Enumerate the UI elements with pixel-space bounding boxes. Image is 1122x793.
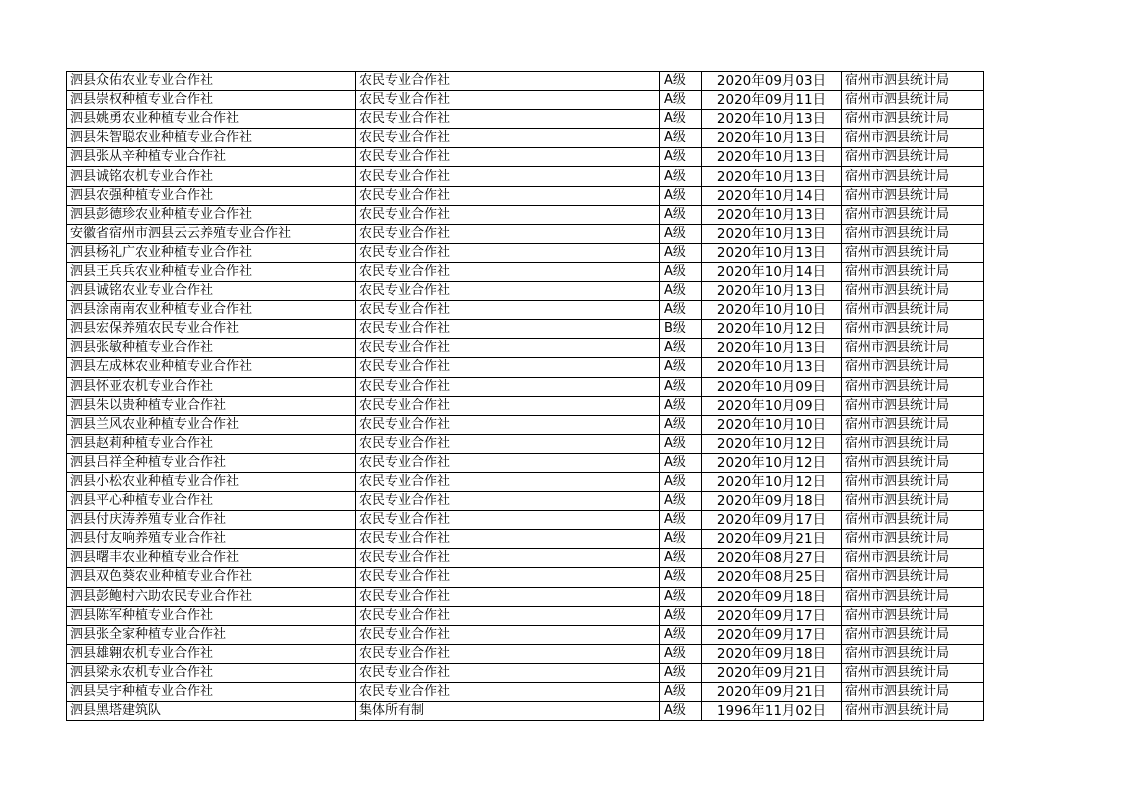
cell-rating-agency: 宿州市泗县统计局 xyxy=(842,243,984,262)
cell-company-name: 泗县姚勇农业种植专业合作社 xyxy=(67,110,356,129)
cell-credit-grade: A级 xyxy=(660,568,702,587)
cell-entity-type: 农民专业合作社 xyxy=(356,320,660,339)
cell-rating-agency: 宿州市泗县统计局 xyxy=(842,262,984,281)
credit-rating-table xyxy=(66,71,984,721)
cell-company-name: 泗县崇权种植专业合作社 xyxy=(67,91,356,110)
cell-credit-grade: A级 xyxy=(660,129,702,148)
cell-rating-date: 2020年10月13日 xyxy=(702,282,842,301)
cell-rating-date: 2020年10月12日 xyxy=(702,453,842,472)
cell-rating-agency: 宿州市泗县统计局 xyxy=(842,167,984,186)
cell-company-name: 泗县张敏种植专业合作社 xyxy=(67,339,356,358)
cell-rating-date: 2020年10月14日 xyxy=(702,186,842,205)
cell-rating-date: 2020年10月12日 xyxy=(702,472,842,491)
cell-rating-agency: 宿州市泗县统计局 xyxy=(842,282,984,301)
cell-credit-grade: A级 xyxy=(660,472,702,491)
cell-company-name: 泗县农强种植专业合作社 xyxy=(67,186,356,205)
cell-company-name: 泗县小松农业种植专业合作社 xyxy=(67,472,356,491)
cell-rating-agency: 宿州市泗县统计局 xyxy=(842,224,984,243)
cell-rating-date: 2020年09月17日 xyxy=(702,511,842,530)
cell-entity-type: 农民专业合作社 xyxy=(356,396,660,415)
cell-company-name: 泗县杨礼广农业种植专业合作社 xyxy=(67,243,356,262)
table-row xyxy=(67,702,984,721)
table-row xyxy=(67,262,984,281)
cell-credit-grade: A级 xyxy=(660,205,702,224)
cell-entity-type: 农民专业合作社 xyxy=(356,186,660,205)
cell-entity-type: 农民专业合作社 xyxy=(356,587,660,606)
cell-rating-agency: 宿州市泗县统计局 xyxy=(842,72,984,91)
table-row xyxy=(67,358,984,377)
cell-rating-agency: 宿州市泗县统计局 xyxy=(842,453,984,472)
table-row xyxy=(67,91,984,110)
cell-company-name: 泗县涂南南农业种植专业合作社 xyxy=(67,301,356,320)
table-row xyxy=(67,625,984,644)
cell-entity-type: 农民专业合作社 xyxy=(356,339,660,358)
table-row xyxy=(67,415,984,434)
cell-rating-date: 2020年09月03日 xyxy=(702,72,842,91)
cell-entity-type: 农民专业合作社 xyxy=(356,377,660,396)
table-row xyxy=(67,492,984,511)
cell-rating-date: 2020年10月09日 xyxy=(702,377,842,396)
cell-company-name: 泗县彭德珍农业种植专业合作社 xyxy=(67,205,356,224)
cell-rating-date: 2020年10月13日 xyxy=(702,243,842,262)
cell-entity-type: 农民专业合作社 xyxy=(356,262,660,281)
cell-entity-type: 农民专业合作社 xyxy=(356,530,660,549)
cell-rating-agency: 宿州市泗县统计局 xyxy=(842,625,984,644)
cell-entity-type: 农民专业合作社 xyxy=(356,167,660,186)
cell-company-name: 泗县平心种植专业合作社 xyxy=(67,492,356,511)
cell-company-name: 泗县吴宇种植专业合作社 xyxy=(67,683,356,702)
cell-credit-grade: A级 xyxy=(660,453,702,472)
cell-company-name: 泗县雄翱农机专业合作社 xyxy=(67,644,356,663)
cell-company-name: 泗县吕祥全种植专业合作社 xyxy=(67,453,356,472)
cell-rating-date: 2020年10月13日 xyxy=(702,167,842,186)
cell-rating-date: 2020年08月25日 xyxy=(702,568,842,587)
cell-credit-grade: A级 xyxy=(660,644,702,663)
cell-credit-grade: A级 xyxy=(660,167,702,186)
cell-company-name: 泗县宏保养殖农民专业合作社 xyxy=(67,320,356,339)
cell-company-name: 泗县双色葵农业种植专业合作社 xyxy=(67,568,356,587)
cell-rating-date: 2020年10月13日 xyxy=(702,148,842,167)
cell-rating-agency: 宿州市泗县统计局 xyxy=(842,301,984,320)
cell-entity-type: 农民专业合作社 xyxy=(356,472,660,491)
cell-entity-type: 农民专业合作社 xyxy=(356,110,660,129)
cell-rating-agency: 宿州市泗县统计局 xyxy=(842,129,984,148)
cell-entity-type: 农民专业合作社 xyxy=(356,683,660,702)
cell-company-name: 安徽省宿州市泗县云云养殖专业合作社 xyxy=(67,224,356,243)
cell-company-name: 泗县朱以贵种植专业合作社 xyxy=(67,396,356,415)
cell-company-name: 泗县彭鲍村六助农民专业合作社 xyxy=(67,587,356,606)
table-row xyxy=(67,434,984,453)
cell-credit-grade: A级 xyxy=(660,606,702,625)
cell-rating-date: 2020年10月12日 xyxy=(702,320,842,339)
cell-credit-grade: A级 xyxy=(660,511,702,530)
table-row xyxy=(67,167,984,186)
cell-rating-agency: 宿州市泗县统计局 xyxy=(842,683,984,702)
cell-rating-date: 2020年10月13日 xyxy=(702,358,842,377)
cell-credit-grade: A级 xyxy=(660,282,702,301)
cell-rating-date: 2020年09月21日 xyxy=(702,530,842,549)
cell-rating-agency: 宿州市泗县统计局 xyxy=(842,205,984,224)
cell-credit-grade: A级 xyxy=(660,683,702,702)
cell-credit-grade: A级 xyxy=(660,530,702,549)
cell-rating-date: 2020年10月12日 xyxy=(702,434,842,453)
cell-rating-date: 1996年11月02日 xyxy=(702,702,842,721)
cell-company-name: 泗县赵莉种植专业合作社 xyxy=(67,434,356,453)
cell-rating-date: 2020年10月09日 xyxy=(702,396,842,415)
cell-company-name: 泗县诚铭农机专业合作社 xyxy=(67,167,356,186)
cell-rating-agency: 宿州市泗县统计局 xyxy=(842,702,984,721)
table-row xyxy=(67,549,984,568)
cell-entity-type: 农民专业合作社 xyxy=(356,644,660,663)
cell-credit-grade: A级 xyxy=(660,72,702,91)
table-row xyxy=(67,644,984,663)
cell-company-name: 泗县曙丰农业种植专业合作社 xyxy=(67,549,356,568)
cell-rating-agency: 宿州市泗县统计局 xyxy=(842,148,984,167)
cell-company-name: 泗县张全家种植专业合作社 xyxy=(67,625,356,644)
table-row xyxy=(67,243,984,262)
cell-rating-agency: 宿州市泗县统计局 xyxy=(842,530,984,549)
cell-entity-type: 农民专业合作社 xyxy=(356,511,660,530)
cell-entity-type: 集体所有制 xyxy=(356,702,660,721)
cell-company-name: 泗县黑塔建筑队 xyxy=(67,702,356,721)
cell-credit-grade: A级 xyxy=(660,587,702,606)
cell-entity-type: 农民专业合作社 xyxy=(356,492,660,511)
table-row xyxy=(67,511,984,530)
table-row xyxy=(67,587,984,606)
cell-entity-type: 农民专业合作社 xyxy=(356,129,660,148)
table-row xyxy=(67,453,984,472)
cell-credit-grade: A级 xyxy=(660,415,702,434)
cell-entity-type: 农民专业合作社 xyxy=(356,415,660,434)
table-row xyxy=(67,129,984,148)
cell-rating-agency: 宿州市泗县统计局 xyxy=(842,568,984,587)
cell-rating-agency: 宿州市泗县统计局 xyxy=(842,358,984,377)
cell-company-name: 泗县兰风农业种植专业合作社 xyxy=(67,415,356,434)
cell-rating-date: 2020年09月21日 xyxy=(702,663,842,682)
table-row xyxy=(67,339,984,358)
cell-entity-type: 农民专业合作社 xyxy=(356,243,660,262)
cell-credit-grade: A级 xyxy=(660,434,702,453)
cell-credit-grade: A级 xyxy=(660,186,702,205)
table-row xyxy=(67,72,984,91)
cell-entity-type: 农民专业合作社 xyxy=(356,205,660,224)
cell-rating-date: 2020年10月13日 xyxy=(702,339,842,358)
cell-rating-agency: 宿州市泗县统计局 xyxy=(842,396,984,415)
cell-rating-agency: 宿州市泗县统计局 xyxy=(842,644,984,663)
cell-rating-date: 2020年08月27日 xyxy=(702,549,842,568)
table-row xyxy=(67,396,984,415)
cell-entity-type: 农民专业合作社 xyxy=(356,568,660,587)
cell-rating-agency: 宿州市泗县统计局 xyxy=(842,492,984,511)
cell-company-name: 泗县朱智聪农业种植专业合作社 xyxy=(67,129,356,148)
cell-rating-agency: 宿州市泗县统计局 xyxy=(842,434,984,453)
cell-rating-date: 2020年10月13日 xyxy=(702,205,842,224)
cell-credit-grade: A级 xyxy=(660,91,702,110)
cell-rating-agency: 宿州市泗县统计局 xyxy=(842,339,984,358)
cell-credit-grade: A级 xyxy=(660,110,702,129)
table-row xyxy=(67,301,984,320)
table-row xyxy=(67,320,984,339)
cell-rating-date: 2020年10月14日 xyxy=(702,262,842,281)
cell-rating-date: 2020年10月10日 xyxy=(702,415,842,434)
cell-rating-date: 2020年10月13日 xyxy=(702,224,842,243)
cell-credit-grade: A级 xyxy=(660,492,702,511)
cell-company-name: 泗县怀亚农机专业合作社 xyxy=(67,377,356,396)
cell-entity-type: 农民专业合作社 xyxy=(356,91,660,110)
cell-rating-agency: 宿州市泗县统计局 xyxy=(842,320,984,339)
table-row xyxy=(67,224,984,243)
cell-entity-type: 农民专业合作社 xyxy=(356,72,660,91)
cell-entity-type: 农民专业合作社 xyxy=(356,549,660,568)
cell-entity-type: 农民专业合作社 xyxy=(356,625,660,644)
cell-entity-type: 农民专业合作社 xyxy=(356,148,660,167)
cell-credit-grade: A级 xyxy=(660,377,702,396)
cell-rating-date: 2020年09月17日 xyxy=(702,606,842,625)
table-row xyxy=(67,110,984,129)
cell-rating-date: 2020年09月17日 xyxy=(702,625,842,644)
cell-rating-date: 2020年09月21日 xyxy=(702,683,842,702)
cell-company-name: 泗县梁永农机专业合作社 xyxy=(67,663,356,682)
cell-entity-type: 农民专业合作社 xyxy=(356,606,660,625)
table-row xyxy=(67,568,984,587)
table-row xyxy=(67,186,984,205)
cell-entity-type: 农民专业合作社 xyxy=(356,663,660,682)
cell-credit-grade: A级 xyxy=(660,549,702,568)
cell-entity-type: 农民专业合作社 xyxy=(356,453,660,472)
cell-rating-agency: 宿州市泗县统计局 xyxy=(842,110,984,129)
cell-company-name: 泗县众佑农业专业合作社 xyxy=(67,72,356,91)
cell-rating-agency: 宿州市泗县统计局 xyxy=(842,606,984,625)
cell-entity-type: 农民专业合作社 xyxy=(356,301,660,320)
cell-entity-type: 农民专业合作社 xyxy=(356,358,660,377)
cell-rating-agency: 宿州市泗县统计局 xyxy=(842,511,984,530)
table-row xyxy=(67,472,984,491)
cell-credit-grade: A级 xyxy=(660,301,702,320)
cell-company-name: 泗县诚铭农业专业合作社 xyxy=(67,282,356,301)
cell-rating-agency: 宿州市泗县统计局 xyxy=(842,415,984,434)
cell-rating-date: 2020年09月18日 xyxy=(702,492,842,511)
cell-company-name: 泗县陈军种植专业合作社 xyxy=(67,606,356,625)
cell-rating-date: 2020年10月13日 xyxy=(702,110,842,129)
table-row xyxy=(67,282,984,301)
cell-rating-date: 2020年10月10日 xyxy=(702,301,842,320)
table-row xyxy=(67,205,984,224)
cell-rating-agency: 宿州市泗县统计局 xyxy=(842,549,984,568)
cell-credit-grade: A级 xyxy=(660,358,702,377)
cell-rating-agency: 宿州市泗县统计局 xyxy=(842,377,984,396)
cell-company-name: 泗县王兵兵农业种植专业合作社 xyxy=(67,262,356,281)
cell-rating-agency: 宿州市泗县统计局 xyxy=(842,472,984,491)
cell-rating-agency: 宿州市泗县统计局 xyxy=(842,587,984,606)
cell-credit-grade: A级 xyxy=(660,702,702,721)
cell-rating-agency: 宿州市泗县统计局 xyxy=(842,663,984,682)
cell-credit-grade: A级 xyxy=(660,224,702,243)
table-row xyxy=(67,663,984,682)
cell-credit-grade: A级 xyxy=(660,262,702,281)
cell-credit-grade: B级 xyxy=(660,320,702,339)
cell-company-name: 泗县张从辛种植专业合作社 xyxy=(67,148,356,167)
cell-entity-type: 农民专业合作社 xyxy=(356,282,660,301)
cell-entity-type: 农民专业合作社 xyxy=(356,224,660,243)
cell-credit-grade: A级 xyxy=(660,339,702,358)
cell-entity-type: 农民专业合作社 xyxy=(356,434,660,453)
table-row xyxy=(67,683,984,702)
table-row xyxy=(67,377,984,396)
cell-rating-agency: 宿州市泗县统计局 xyxy=(842,91,984,110)
cell-company-name: 泗县付庆涛养殖专业合作社 xyxy=(67,511,356,530)
cell-company-name: 泗县左成林农业种植专业合作社 xyxy=(67,358,356,377)
table-row xyxy=(67,148,984,167)
cell-rating-agency: 宿州市泗县统计局 xyxy=(842,186,984,205)
cell-credit-grade: A级 xyxy=(660,663,702,682)
table-row xyxy=(67,530,984,549)
cell-rating-date: 2020年09月18日 xyxy=(702,644,842,663)
cell-credit-grade: A级 xyxy=(660,148,702,167)
cell-credit-grade: A级 xyxy=(660,243,702,262)
cell-rating-date: 2020年09月11日 xyxy=(702,91,842,110)
cell-credit-grade: A级 xyxy=(660,396,702,415)
cell-company-name: 泗县付友响养殖专业合作社 xyxy=(67,530,356,549)
cell-credit-grade: A级 xyxy=(660,625,702,644)
cell-rating-date: 2020年10月13日 xyxy=(702,129,842,148)
cell-rating-date: 2020年09月18日 xyxy=(702,587,842,606)
table-row xyxy=(67,606,984,625)
table-body xyxy=(67,72,984,721)
